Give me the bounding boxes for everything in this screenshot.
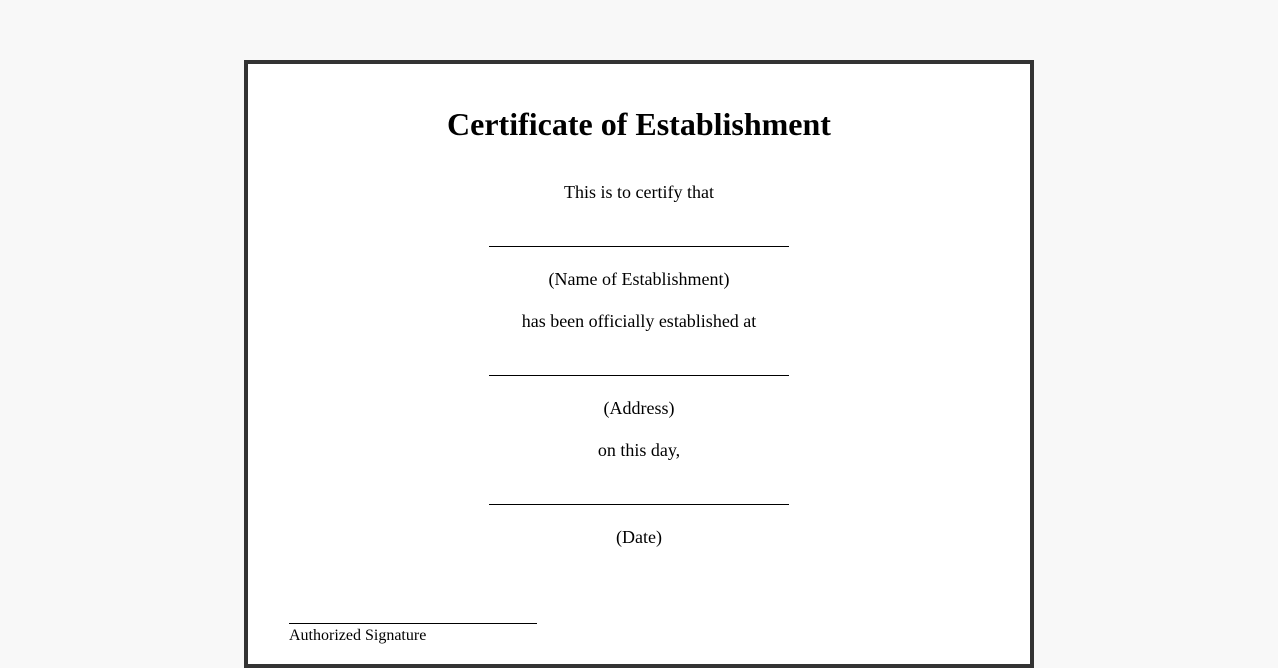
- intro-text: This is to certify that: [564, 182, 714, 202]
- establishment-name-line: [489, 246, 789, 247]
- date-label: (Date): [616, 527, 662, 547]
- day-text: on this day,: [597, 440, 681, 460]
- establishment-name-label: (Name of Establishment): [548, 269, 730, 289]
- established-text: has been officially established at: [521, 311, 757, 331]
- date-line: [489, 504, 789, 505]
- certificate-title: Certificate of Establishment: [447, 106, 831, 142]
- address-label: (Address): [603, 398, 675, 418]
- address-line: [489, 375, 789, 376]
- signature-line: [289, 623, 537, 624]
- signature-label: Authorized Signature: [289, 627, 427, 644]
- certificate: [244, 60, 1034, 668]
